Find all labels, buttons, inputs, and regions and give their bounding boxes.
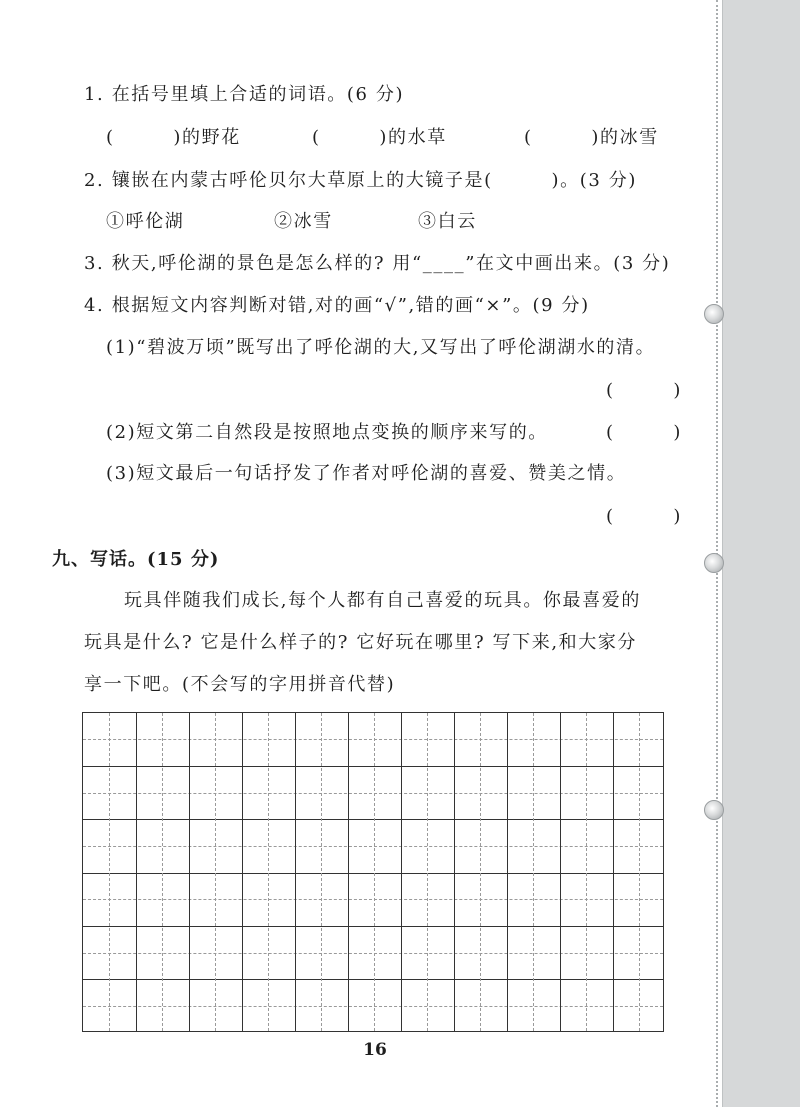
page-number: 16 <box>363 1040 387 1060</box>
binding-hole-icon <box>704 304 724 324</box>
question-4-item-2: (2)短文第二自然段是按照地点变换的顺序来写的。 <box>106 422 548 443</box>
blank-wildflower[interactable]: ( )的野花 <box>106 127 241 148</box>
question-1-blanks <box>106 127 686 149</box>
writing-prompt-line-1: 玩具伴随我们成长,每个人都有自己喜爱的玩具。你最喜爱的 <box>124 590 641 611</box>
answer-bracket-2[interactable]: ( ) <box>606 422 683 443</box>
option-white-cloud[interactable]: ③白云 <box>418 211 477 232</box>
question-4-item-3: (3)短文最后一句话抒发了作者对呼伦湖的喜爱、赞美之情。 <box>106 463 627 484</box>
answer-bracket-1[interactable]: ( ) <box>606 380 683 401</box>
binding-margin <box>722 0 800 1107</box>
question-4: 4. 根据短文内容判断对错,对的画“√”,错的画“×”。(9 分) <box>84 295 590 316</box>
binding-hole-icon <box>704 553 724 573</box>
option-hulun-lake[interactable]: ①呼伦湖 <box>106 211 185 232</box>
blank-icesnow[interactable]: ( )的冰雪 <box>524 127 659 148</box>
binding-hole-icon <box>704 800 724 820</box>
section-9-title: 九、写话。(15 分) <box>52 549 220 570</box>
question-1: 1. 在括号里填上合适的词语。(6 分) <box>84 84 405 105</box>
writing-prompt-line-2: 玩具是什么? 它是什么样子的? 它好玩在哪里? 写下来,和大家分 <box>84 632 638 653</box>
question-3: 3. 秋天,呼伦湖的景色是怎么样的? 用“____”在文中画出来。(3 分) <box>84 253 671 274</box>
answer-bracket-3[interactable]: ( ) <box>606 506 683 527</box>
writing-prompt-line-3: 享一下吧。(不会写的字用拼音代替) <box>84 674 396 695</box>
question-2-options <box>106 211 606 233</box>
question-4-item-1: (1)“碧波万顷”既写出了呼伦湖的大,又写出了呼伦湖湖水的清。 <box>106 337 656 358</box>
blank-waterweed[interactable]: ( )的水草 <box>312 127 447 148</box>
writing-grid[interactable] <box>82 712 664 1032</box>
question-2: 2. 镶嵌在内蒙古呼伦贝尔大草原上的大镜子是( )。(3 分) <box>84 170 637 191</box>
option-ice-snow[interactable]: ②冰雪 <box>274 211 333 232</box>
